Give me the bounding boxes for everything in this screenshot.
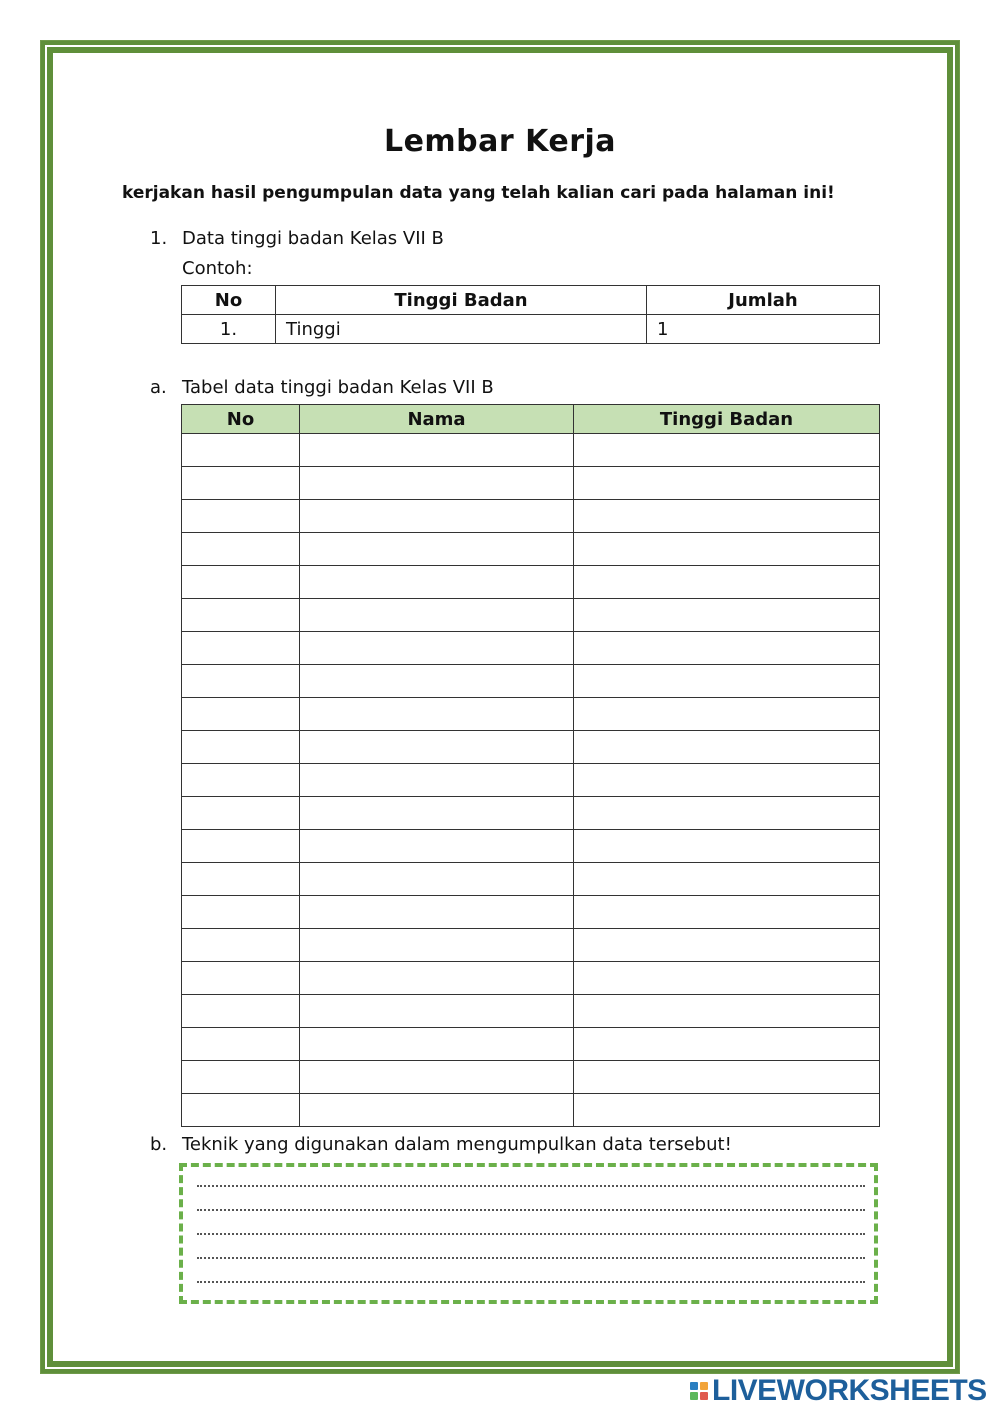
cell-tinggi-badan[interactable] xyxy=(574,896,880,929)
cell-nama[interactable] xyxy=(300,632,574,665)
answer-line[interactable] xyxy=(197,1257,865,1259)
part-a-letter: a. xyxy=(150,377,167,398)
cell-tinggi-badan[interactable] xyxy=(574,929,880,962)
cell-no[interactable] xyxy=(182,995,300,1028)
example-table-row xyxy=(182,315,880,344)
cell-no[interactable] xyxy=(182,434,300,467)
cell-no[interactable] xyxy=(182,698,300,731)
cell-no[interactable] xyxy=(182,1094,300,1127)
example-cell-tinggi: Tinggi xyxy=(276,315,647,344)
header-nama: Nama xyxy=(300,405,574,434)
cell-no[interactable] xyxy=(182,566,300,599)
cell-nama[interactable] xyxy=(300,599,574,632)
cell-nama[interactable] xyxy=(300,731,574,764)
answer-line[interactable] xyxy=(197,1185,865,1187)
table-row xyxy=(182,929,880,962)
cell-tinggi-badan[interactable] xyxy=(574,632,880,665)
answer-box[interactable] xyxy=(179,1163,878,1304)
cell-tinggi-badan[interactable] xyxy=(574,1094,880,1127)
table-row xyxy=(182,863,880,896)
cell-no[interactable] xyxy=(182,731,300,764)
example-cell-jumlah: 1 xyxy=(647,315,880,344)
cell-nama[interactable] xyxy=(300,764,574,797)
question-1-text: Data tinggi badan Kelas VII B xyxy=(182,228,444,249)
table-row xyxy=(182,665,880,698)
instruction-text: kerjakan hasil pengumpulan data yang telah kalian cari pada halaman ini! xyxy=(122,183,835,203)
table-row xyxy=(182,566,880,599)
cell-nama[interactable] xyxy=(300,995,574,1028)
cell-tinggi-badan[interactable] xyxy=(574,500,880,533)
cell-tinggi-badan[interactable] xyxy=(574,962,880,995)
cell-nama[interactable] xyxy=(300,665,574,698)
cell-nama[interactable] xyxy=(300,533,574,566)
cell-tinggi-badan[interactable] xyxy=(574,467,880,500)
cell-no[interactable] xyxy=(182,599,300,632)
cell-no[interactable] xyxy=(182,500,300,533)
cell-tinggi-badan[interactable] xyxy=(574,566,880,599)
cell-nama[interactable] xyxy=(300,1028,574,1061)
part-a-text: Tabel data tinggi badan Kelas VII B xyxy=(182,377,494,398)
cell-nama[interactable] xyxy=(300,698,574,731)
table-row xyxy=(182,764,880,797)
table-row xyxy=(182,995,880,1028)
table-row xyxy=(182,1061,880,1094)
cell-tinggi-badan[interactable] xyxy=(574,830,880,863)
cell-nama[interactable] xyxy=(300,929,574,962)
cell-nama[interactable] xyxy=(300,500,574,533)
cell-nama[interactable] xyxy=(300,566,574,599)
answer-line[interactable] xyxy=(197,1209,865,1211)
table-row xyxy=(182,533,880,566)
part-b-text: Teknik yang digunakan dalam mengumpulkan data tersebut! xyxy=(182,1134,732,1155)
cell-tinggi-badan[interactable] xyxy=(574,533,880,566)
example-cell-no: 1. xyxy=(182,315,276,344)
table-row xyxy=(182,632,880,665)
table-row xyxy=(182,962,880,995)
cell-no[interactable] xyxy=(182,632,300,665)
cell-tinggi-badan[interactable] xyxy=(574,698,880,731)
header-jumlah: Jumlah xyxy=(647,286,880,315)
answer-line[interactable] xyxy=(197,1233,865,1235)
cell-nama[interactable] xyxy=(300,1061,574,1094)
table-row xyxy=(182,698,880,731)
cell-nama[interactable] xyxy=(300,467,574,500)
header-tinggi-badan: Tinggi Badan xyxy=(574,405,880,434)
cell-no[interactable] xyxy=(182,797,300,830)
cell-no[interactable] xyxy=(182,1061,300,1094)
cell-nama[interactable] xyxy=(300,863,574,896)
logo-mark-icon xyxy=(690,1382,708,1400)
logo-text: LIVEWORKSHEETS xyxy=(712,1374,987,1407)
cell-no[interactable] xyxy=(182,929,300,962)
example-table xyxy=(181,285,880,344)
cell-no[interactable] xyxy=(182,830,300,863)
header-tinggi-badan: Tinggi Badan xyxy=(276,286,647,315)
table-row xyxy=(182,500,880,533)
cell-tinggi-badan[interactable] xyxy=(574,665,880,698)
table-row xyxy=(182,1028,880,1061)
table-row xyxy=(182,599,880,632)
cell-tinggi-badan[interactable] xyxy=(574,731,880,764)
answer-line[interactable] xyxy=(197,1281,865,1283)
cell-nama[interactable] xyxy=(300,896,574,929)
cell-nama[interactable] xyxy=(300,962,574,995)
cell-tinggi-badan[interactable] xyxy=(574,1061,880,1094)
cell-tinggi-badan[interactable] xyxy=(574,599,880,632)
cell-no[interactable] xyxy=(182,1028,300,1061)
cell-tinggi-badan[interactable] xyxy=(574,863,880,896)
data-table-body xyxy=(182,434,880,1127)
cell-tinggi-badan[interactable] xyxy=(574,797,880,830)
cell-no[interactable] xyxy=(182,764,300,797)
cell-tinggi-badan[interactable] xyxy=(574,995,880,1028)
cell-tinggi-badan[interactable] xyxy=(574,1028,880,1061)
cell-no[interactable] xyxy=(182,467,300,500)
cell-nama[interactable] xyxy=(300,797,574,830)
table-row xyxy=(182,1094,880,1127)
cell-tinggi-badan[interactable] xyxy=(574,764,880,797)
table-row xyxy=(182,896,880,929)
example-label: Contoh: xyxy=(182,258,253,279)
table-row xyxy=(182,467,880,500)
table-row xyxy=(182,731,880,764)
table-row xyxy=(182,830,880,863)
cell-no[interactable] xyxy=(182,863,300,896)
cell-no[interactable] xyxy=(182,665,300,698)
header-no: No xyxy=(182,405,300,434)
cell-no[interactable] xyxy=(182,962,300,995)
cell-no[interactable] xyxy=(182,896,300,929)
page-title: Lembar Kerja xyxy=(383,124,617,159)
table-row xyxy=(182,797,880,830)
cell-nama[interactable] xyxy=(300,1094,574,1127)
example-table-header xyxy=(182,286,880,315)
question-1-number: 1. xyxy=(150,228,168,249)
height-data-table xyxy=(181,404,880,1127)
cell-nama[interactable] xyxy=(300,830,574,863)
cell-tinggi-badan[interactable] xyxy=(574,434,880,467)
table-row xyxy=(182,434,880,467)
cell-no[interactable] xyxy=(182,533,300,566)
liveworksheets-logo xyxy=(690,1374,987,1408)
cell-nama[interactable] xyxy=(300,434,574,467)
part-b-letter: b. xyxy=(150,1134,168,1155)
data-table-header xyxy=(182,405,880,434)
header-no: No xyxy=(182,286,276,315)
